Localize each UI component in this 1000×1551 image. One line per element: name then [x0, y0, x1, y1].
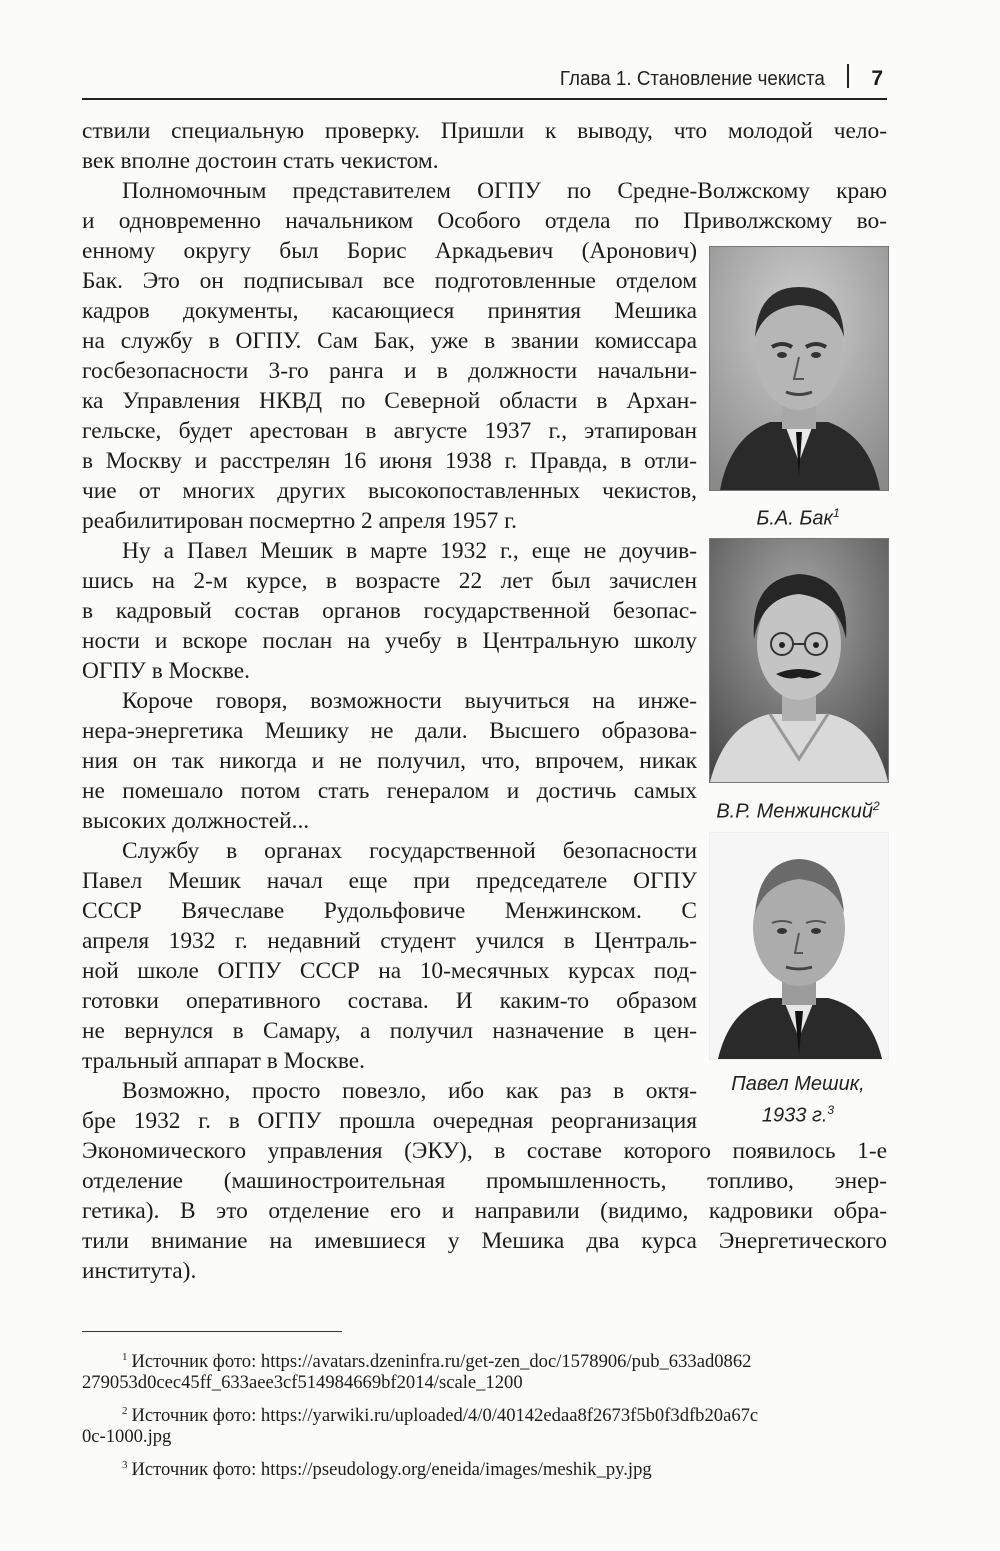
running-header: [82, 62, 887, 100]
portrait-photo-menzhinsky: [709, 538, 889, 783]
footnote-ref[interactable]: 2: [872, 799, 880, 813]
text-line: Ну а Павел Мешик в марте 1932 г., еще не доучив-: [122, 538, 697, 564]
text-line: Возможно, просто повезло, ибо как раз в октя-: [122, 1078, 697, 1104]
text-line: в кадровый состав органов государственной безопас-: [82, 598, 697, 624]
text-line: ствили специальную проверку. Пришли к выводу, что молодой чело-: [82, 118, 887, 144]
footnote-3: [122, 1452, 652, 1483]
text-line: Службу в органах государственной безопасности: [122, 838, 697, 864]
caption-text: Б.А. Бак: [756, 507, 833, 530]
text-line: Павел Мешик начал еще при председателе ОГПУ: [82, 868, 697, 894]
text-line: гельске, будет арестован в августе 1937 г., этапирован: [82, 418, 697, 444]
text-line: в Москву и расстрелян 16 июня 1938 г. Правда, в отли-: [82, 448, 697, 474]
portrait-photo-bak: [709, 246, 889, 491]
caption-text: В.Р. Менжинский: [716, 800, 873, 823]
text-line: на службу в ОГПУ. Сам Бак, уже в звании комиссара: [82, 328, 697, 354]
text-line: гетика). В это отделение его и направили (видимо, кадровики обра-: [82, 1198, 887, 1224]
text-line: бре 1932 г. в ОГПУ прошла очередная реорганизация: [82, 1108, 697, 1134]
chapter-title: Глава 1. Становление чекиста: [560, 68, 825, 90]
footnote-number: 3: [122, 1459, 128, 1471]
text-line: ния он так никогда и не получил, что, впрочем, никак: [82, 748, 697, 774]
text-line: ОГПУ в Москве.: [82, 658, 250, 684]
text-line: Полномочным представителем ОГПУ по Средне-Волжскому краю: [122, 178, 887, 204]
caption-text: Павел Мешик,: [731, 1073, 865, 1095]
text-line: кадров документы, касающиеся принятия Мешика: [82, 298, 697, 324]
text-line: реабилитирован посмертно 2 апреля 1957 г.: [82, 508, 517, 534]
footnote-text[interactable]: 279053d0cec45ff_633aee3cf514984669bf2014/scale_1200: [82, 1372, 523, 1393]
text-line: не вернулся в Самару, а получил назначение в цен-: [82, 1018, 697, 1044]
text-line: тили внимание на имевшиеся у Мешика два курса Энергетического: [82, 1228, 887, 1254]
footnote-text[interactable]: Источник фото: https://yarwiki.ru/uploaded/4/0/40142edaa8f2673f5b0f3dfb20a67c: [131, 1405, 759, 1427]
text-line: нера-энергетика Мешику не дали. Высшего образова-: [82, 718, 697, 744]
text-line: Бак. Это он подписывал все подготовленные отделом: [82, 268, 697, 294]
text-line: готовки оперативного состава. И каким-то образом: [82, 988, 697, 1014]
text-line: не помешало потом стать генералом и достичь самых: [82, 778, 697, 804]
text-line: чие от многих других высокопоставленных чекистов,: [82, 478, 697, 504]
text-line: Короче говоря, возможности выучиться на инже-: [122, 688, 697, 714]
footnote-2-cont: [82, 1424, 171, 1450]
text-line: ности и вскоре послан на учебу в Центральную школу: [82, 628, 697, 654]
text-line: СССР Вячеславе Рудольфовиче Менжинском. С: [82, 898, 697, 924]
header-separator: [847, 64, 849, 88]
text-line: апреля 1932 г. недавний студент учился в Централь-: [82, 928, 697, 954]
text-line: шись на 2-м курсе, в возрасте 22 лет был зачислен: [82, 568, 697, 594]
text-line: век вполне достоин стать чекистом.: [82, 148, 439, 174]
caption-text: 1933 г.: [761, 1104, 828, 1127]
footnote-text[interactable]: Источник фото: https://pseudology.org/eneida/images/meshik_py.jpg: [131, 1459, 652, 1481]
photo-caption-meshik: [700, 1071, 896, 1129]
footnote-number: 1: [122, 1351, 128, 1363]
text-line: Экономического управления (ЭКУ), в составе которого появилось 1-е: [82, 1138, 887, 1164]
footnote-2: [122, 1398, 758, 1429]
text-line: отделение (машиностроительная промышленность, топливо, энер-: [82, 1168, 887, 1194]
page-number: 7: [871, 67, 883, 90]
text-line: енному округу был Борис Аркадьевич (Аронович): [82, 238, 697, 264]
photo-caption-bak: [709, 500, 887, 532]
text-line: института).: [82, 1258, 197, 1284]
text-line: ка Управления НКВД по Северной области в Архан-: [82, 388, 697, 414]
footnote-ref[interactable]: 3: [827, 1103, 835, 1117]
text-line: тральный аппарат в Москве.: [82, 1048, 366, 1074]
text-line: высоких должностей...: [82, 808, 310, 834]
text-line: госбезопасности 3-го ранга и в должности начальни-: [82, 358, 697, 384]
text-line: и одновременно начальником Особого отдела по Приволжскому во-: [82, 208, 887, 234]
footnote-text[interactable]: 0c-1000.jpg: [82, 1426, 172, 1447]
footnote-ref[interactable]: 1: [832, 506, 840, 520]
photo-caption-menzhinsky: [700, 793, 896, 825]
footnote-text[interactable]: Источник фото: https://avatars.dzeninfra.ru/get-zen_doc/1578906/pub_633ad0862: [131, 1351, 752, 1373]
portrait-photo-meshik: [709, 832, 889, 1060]
footnote-number: 2: [122, 1405, 128, 1417]
footnote-divider: [82, 1331, 342, 1332]
footnote-1-cont: [82, 1370, 523, 1396]
text-line: ной школе ОГПУ СССР на 10-месячных курсах под-: [82, 958, 697, 984]
